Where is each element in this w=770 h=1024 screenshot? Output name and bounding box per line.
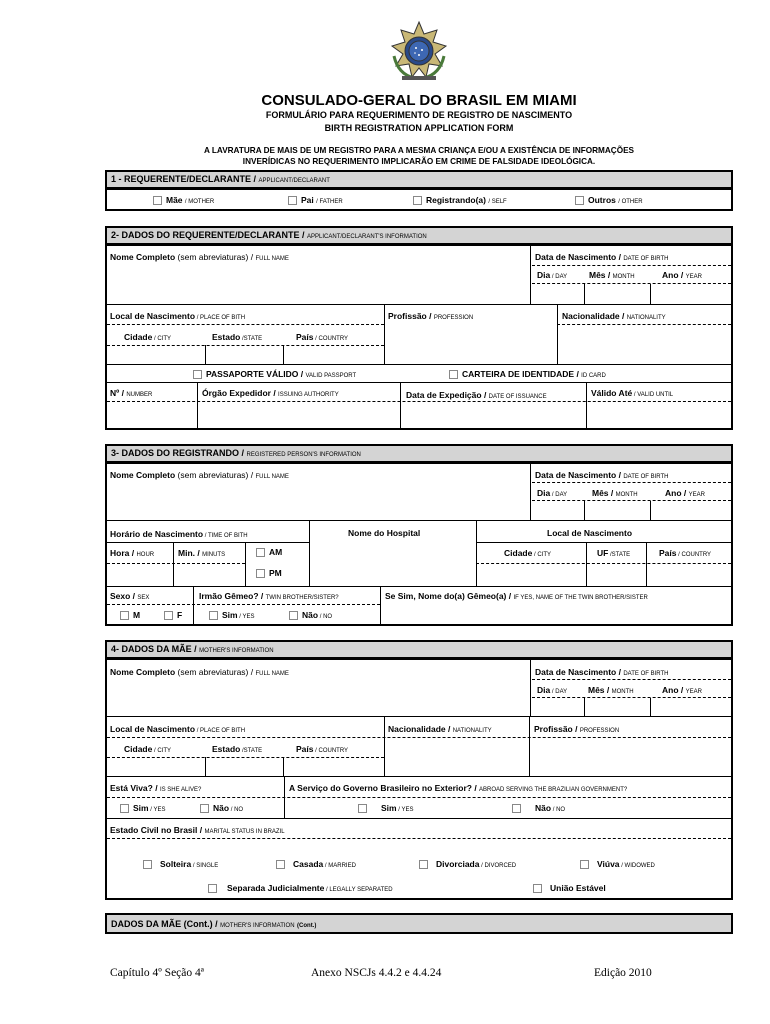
checkbox-separada[interactable] (208, 884, 217, 893)
checkbox-servico-nao[interactable] (512, 804, 521, 813)
option-carteira[interactable]: CARTEIRA DE IDENTIDADE / ID CARD (449, 369, 606, 379)
checkbox-viva-nao[interactable] (200, 804, 209, 813)
page-title: CONSULADO-GERAL DO BRASIL EM MIAMI (261, 92, 577, 109)
checkbox-carteira[interactable] (449, 370, 458, 379)
option-mae[interactable]: Mãe / MOTHER (153, 195, 214, 205)
option-registrando[interactable]: Registrando(a) / SELF (413, 195, 507, 205)
option-gemeo-nao[interactable]: Não / NO (289, 610, 332, 620)
option-divorciada[interactable]: Divorciada / DIVORCED (419, 859, 516, 869)
option-gemeo-sim[interactable]: Sim / YES (209, 610, 255, 620)
checkbox-divorciada[interactable] (419, 860, 428, 869)
label-data-nascimento-2: Data de Nascimento / DATE OF BIRTH (535, 252, 669, 262)
checkbox-uniao-estavel[interactable] (533, 884, 542, 893)
input-nome-completo-2[interactable] (107, 262, 528, 302)
checkbox-viuva[interactable] (580, 860, 589, 869)
option-servico-sim[interactable]: Sim / YES (358, 803, 414, 813)
option-passaporte[interactable]: PASSAPORTE VÁLIDO / VALID PASSPORT (193, 369, 356, 379)
section-2-header: 2- DADOS DO REQUERENTE/DECLARANTE / APPLICANT/DECLARANT'S INFORMATION (105, 226, 733, 245)
checkbox-pai[interactable] (288, 196, 297, 205)
form-subtitle-en: BIRTH REGISTRATION APPLICATION FORM (324, 123, 514, 133)
option-servico-nao[interactable]: Não / NO (512, 803, 565, 813)
option-separada[interactable]: Separada Judicialmente / LEGALLY SEPARATED (208, 883, 393, 893)
option-casada[interactable]: Casada / MARRIED (276, 859, 356, 869)
checkbox-mae[interactable] (153, 196, 162, 205)
coat-of-arms-emblem (388, 20, 450, 84)
legal-warning-line-2: INVERÍDICAS NO REQUERIMENTO IMPLICARÃO EM CRIME DE FALSIDADE IDEOLÓGICA. (242, 157, 596, 166)
checkbox-servico-sim[interactable] (358, 804, 367, 813)
section-3-header: 3- DADOS DO REGISTRANDO / REGISTERED PERSON'S INFORMATION (105, 444, 733, 463)
checkbox-outros[interactable] (575, 196, 584, 205)
section-5-header: DADOS DA MÃE (Cont.) / MOTHER'S INFORMATION (Cont.) (105, 913, 733, 934)
option-pai[interactable]: Pai / FATHER (288, 195, 343, 205)
section-3-body (105, 462, 733, 626)
option-viva-nao[interactable]: Não / NO (200, 803, 243, 813)
legal-warning-line-1: A LAVRATURA DE MAIS DE UM REGISTRO PARA A MESMA CRIANÇA E/OU A EXISTÊNCIA DE INFORMAÇÕES (204, 146, 634, 155)
checkbox-solteira[interactable] (143, 860, 152, 869)
checkbox-gemeo-sim[interactable] (209, 611, 218, 620)
footer-edition: Edição 2010 (594, 967, 652, 979)
checkbox-pm[interactable] (256, 569, 265, 578)
checkbox-viva-sim[interactable] (120, 804, 129, 813)
form-subtitle-pt: FORMULÁRIO PARA REQUERIMENTO DE REGISTRO DE NASCIMENTO (265, 110, 573, 120)
option-sexo-m[interactable]: M (120, 610, 140, 620)
option-solteira[interactable]: Solteira / SINGLE (143, 859, 218, 869)
checkbox-sexo-m[interactable] (120, 611, 129, 620)
checkbox-registrando[interactable] (413, 196, 422, 205)
section-4-header: 4- DADOS DA MÃE / MOTHER'S INFORMATION (105, 640, 733, 659)
option-outros[interactable]: Outros / OTHER (575, 195, 643, 205)
checkbox-casada[interactable] (276, 860, 285, 869)
option-sexo-f[interactable]: F (164, 610, 182, 620)
checkbox-gemeo-nao[interactable] (289, 611, 298, 620)
option-viuva[interactable]: Viúva / WIDOWED (580, 859, 655, 869)
checkbox-am[interactable] (256, 548, 265, 557)
option-pm[interactable]: PM (256, 568, 282, 578)
option-uniao-estavel[interactable]: União Estável (533, 883, 606, 893)
label-nome-completo-2: Nome Completo (sem abreviaturas) / FULL NAME (110, 252, 289, 262)
checkbox-sexo-f[interactable] (164, 611, 173, 620)
checkbox-passaporte[interactable] (193, 370, 202, 379)
footer-chapter: Capítulo 4º Seção 4ª (110, 967, 204, 979)
option-viva-sim[interactable]: Sim / YES (120, 803, 166, 813)
section-1-header: 1 - REQUERENTE/DECLARANTE / APPLICANT/DECLARANT (105, 170, 733, 189)
footer-annex: Anexo NSCJs 4.4.2 e 4.4.24 (311, 967, 442, 979)
option-am[interactable]: AM (256, 547, 282, 557)
